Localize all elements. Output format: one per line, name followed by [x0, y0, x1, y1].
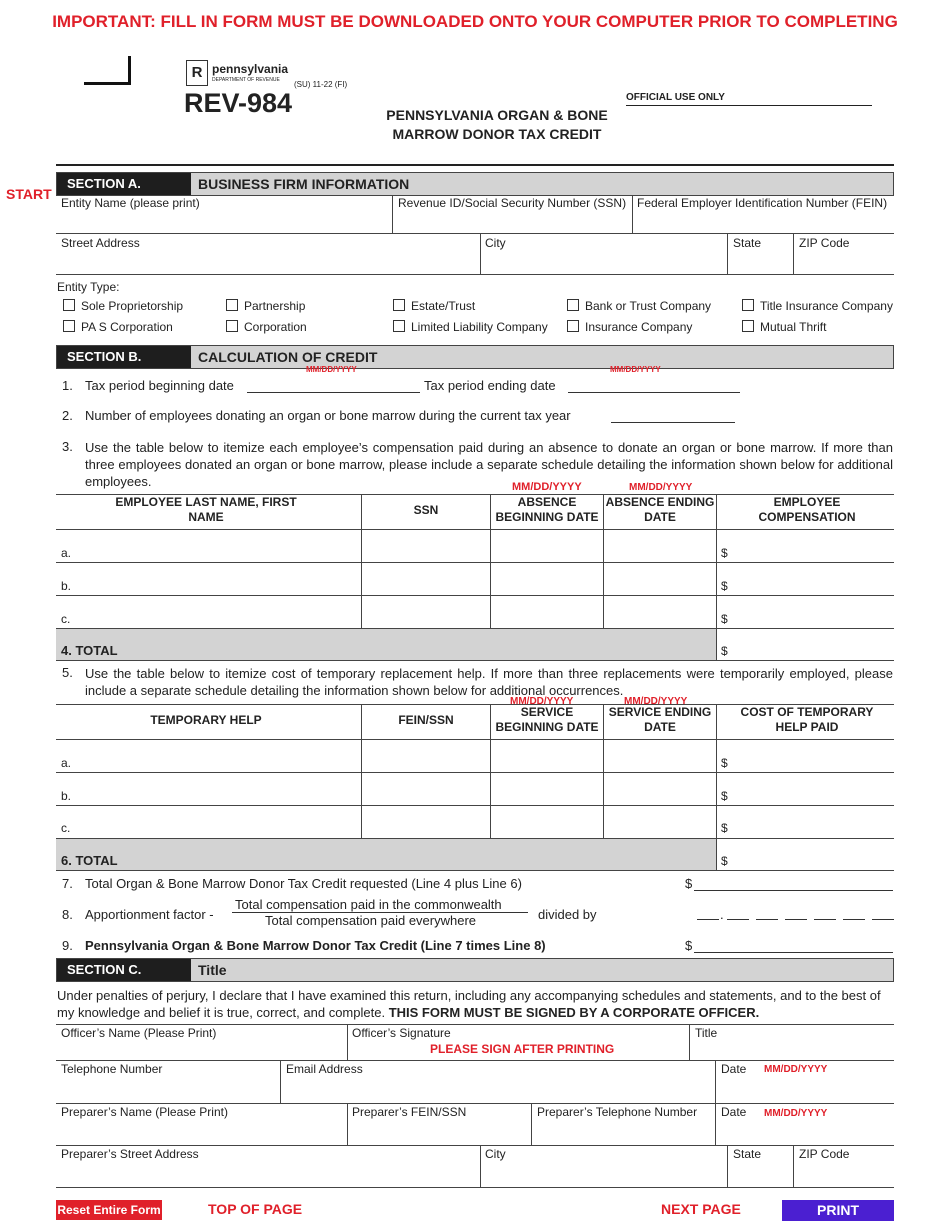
preparer-date-field[interactable] [721, 1105, 746, 1119]
line-9-number: 9. [62, 938, 73, 953]
checkbox-title-insurance[interactable] [742, 299, 893, 313]
factor-digit-input[interactable] [785, 919, 807, 920]
divider [603, 704, 604, 838]
preparer-phone-field[interactable] [537, 1105, 711, 1143]
city-label: City [485, 236, 506, 250]
dollar-sign: $ [721, 756, 728, 770]
divider [689, 1024, 690, 1060]
col-service-begin: SERVICE BEGINNING DATE [495, 705, 599, 734]
divider [361, 494, 362, 628]
divider [361, 704, 362, 838]
dollar-sign: $ [685, 876, 693, 891]
preparer-name-label: Preparer’s Name (Please Print) [61, 1105, 228, 1119]
email-field[interactable] [286, 1062, 710, 1100]
preparer-name-field[interactable] [61, 1105, 343, 1143]
print-button[interactable]: PRINT [782, 1200, 894, 1221]
line-8-label: Apportionment factor - [85, 907, 214, 922]
factor-digit-input[interactable] [843, 919, 865, 920]
row-label: c. [61, 612, 71, 626]
checkbox-label: Partnership [244, 299, 306, 313]
line-7-input[interactable] [694, 890, 893, 891]
section-c-title: Title [198, 962, 227, 978]
date-label: Date [721, 1062, 747, 1076]
sign-after-printing-note: PLEASE SIGN AFTER PRINTING [430, 1042, 615, 1056]
col-ssn: SSN [413, 503, 439, 517]
checkbox-box[interactable] [63, 299, 75, 311]
divider [347, 1024, 348, 1060]
revenue-id-field[interactable] [398, 196, 630, 232]
corner-mark [84, 56, 131, 85]
line-8-denominator: Total compensation paid everywhere [265, 913, 477, 928]
top-of-page-button[interactable]: TOP OF PAGE [208, 1201, 303, 1217]
preparer-state-field[interactable] [733, 1147, 788, 1185]
state-label: State [733, 1147, 762, 1161]
divider [480, 1145, 481, 1187]
divider [603, 494, 604, 628]
checkbox-box[interactable] [742, 299, 754, 311]
divider [56, 772, 894, 773]
divider [56, 1024, 894, 1025]
telephone-label: Telephone Number [61, 1062, 163, 1076]
official-use-only: OFFICIAL USE ONLY [626, 92, 872, 106]
checkbox-label: Sole Proprietorship [81, 299, 184, 313]
decimal-point: . [720, 907, 724, 922]
divider [56, 739, 894, 740]
checkbox-label: Corporation [244, 320, 307, 334]
checkbox-box[interactable] [742, 320, 754, 332]
divider [716, 494, 717, 660]
col-absence-begin: ABSENCE BEGINNING DATE [495, 495, 599, 524]
divider [280, 1060, 281, 1103]
section-b-header [56, 345, 894, 369]
divider [56, 1103, 894, 1104]
factor-digit-input[interactable] [727, 919, 749, 920]
line-8-divided-by: divided by [538, 907, 597, 922]
city-label: City [485, 1147, 506, 1161]
total-6-label: 6. TOTAL [61, 853, 118, 868]
dollar-sign: $ [721, 612, 728, 626]
line-1-label: Tax period beginning date [85, 378, 234, 393]
divider [715, 1103, 716, 1145]
title-field[interactable] [695, 1026, 890, 1058]
state-name: pennsylvania [212, 62, 289, 76]
dollar-sign: $ [721, 546, 728, 560]
email-label: Email Address [286, 1062, 363, 1076]
officer-signature-label: Officer’s Signature [352, 1026, 451, 1040]
row-label: b. [61, 789, 72, 803]
checkbox-mutual-thrift[interactable] [742, 320, 826, 334]
line-7-number: 7. [62, 876, 73, 891]
preparer-zip-field[interactable] [799, 1147, 893, 1185]
fein-label: Federal Employer Identification Number (FEIN) [637, 196, 888, 210]
section-b-label: SECTION B. [57, 346, 191, 368]
title-label: Title [695, 1026, 718, 1040]
dollar-sign: $ [721, 644, 728, 658]
divider [56, 562, 894, 563]
pa-keystone-logo: R [186, 60, 208, 86]
divider [56, 805, 894, 806]
checkbox-box[interactable] [393, 320, 405, 332]
line-9-input[interactable] [694, 952, 893, 953]
checkbox-box[interactable] [567, 299, 579, 311]
divider [56, 233, 894, 234]
employee-count-input[interactable] [611, 422, 735, 423]
download-warning-banner: IMPORTANT: FILL IN FORM MUST BE DOWNLOADED ONTO YOUR COMPUTER PRIOR TO COMPLETING [52, 12, 898, 31]
divider [56, 660, 894, 661]
date-label: Date [721, 1105, 747, 1119]
entity-name-field[interactable] [61, 196, 386, 232]
checkbox-label: Mutual Thrift [760, 320, 827, 334]
preparer-city-field[interactable] [485, 1147, 723, 1185]
factor-digit-input[interactable] [872, 919, 894, 920]
divider [490, 704, 491, 838]
divider [727, 234, 728, 274]
officer-date-field[interactable] [721, 1062, 746, 1076]
signature-requirement: THIS FORM MUST BE SIGNED BY A CORPORATE OFFICER. [388, 1005, 760, 1020]
divider [56, 1060, 894, 1061]
divider [56, 529, 894, 530]
zip-label: ZIP Code [799, 236, 850, 250]
checkbox-box[interactable] [226, 299, 238, 311]
divider [56, 274, 894, 275]
factor-digit-input[interactable] [756, 919, 778, 920]
col-temporary-help: TEMPORARY HELP [150, 713, 262, 727]
date-format-hint: MM/DD/YYYY [629, 482, 693, 493]
state-label: State [733, 236, 762, 250]
divider [56, 595, 894, 596]
start-marker: START [6, 186, 52, 202]
checkbox-label: Title Insurance Company [760, 299, 893, 313]
checkbox-label: Insurance Company [585, 320, 693, 334]
zip-label: ZIP Code [799, 1147, 850, 1161]
line-5-text: Use the table below to itemize cost of temporary replacement help. If more than three replacements were temporarily employed, please include a separate schedule detailing the information shown below for additional occurrences. [85, 666, 893, 698]
checkbox-box[interactable] [393, 299, 405, 311]
entity-name-label: Entity Name (please print) [61, 196, 200, 210]
date-format-hint: MM/DD/YYYY [764, 1064, 828, 1075]
col-service-end: SERVICE ENDING DATE [608, 705, 712, 734]
row-label: a. [61, 546, 72, 560]
divider [56, 1145, 894, 1146]
date-format-hint: MM/DD/YYYY [510, 696, 574, 707]
checkbox-insurance-company[interactable] [567, 320, 692, 334]
line-9-label: Pennsylvania Organ & Bone Marrow Donor Tax Credit (Line 7 times Line 8) [85, 938, 546, 953]
checkbox-label: Bank or Trust Company [585, 299, 712, 313]
section-c-label: SECTION C. [57, 959, 191, 981]
col-absence-end: ABSENCE ENDING DATE [605, 495, 715, 524]
checkbox-pa-s-corporation[interactable] [63, 320, 173, 334]
line-7-label: Total Organ & Bone Marrow Donor Tax Credit requested (Line 4 plus Line 6) [85, 876, 522, 891]
revenue-id-label: Revenue ID/Social Security Number (SSN) [398, 196, 627, 210]
line-5-number: 5. [62, 665, 73, 680]
preparer-fein-field[interactable] [352, 1105, 527, 1143]
fein-field[interactable] [637, 196, 893, 232]
date-format-hint: MM/DD/YYYY [610, 365, 661, 374]
checkbox-box[interactable] [226, 320, 238, 332]
dollar-sign: $ [721, 789, 728, 803]
divider [793, 234, 794, 274]
state-field[interactable] [733, 236, 788, 272]
divider [347, 1103, 348, 1145]
divider [56, 1187, 894, 1188]
dollar-sign: $ [685, 938, 693, 953]
checkbox-estate-trust[interactable] [393, 299, 475, 313]
checkbox-box[interactable] [567, 320, 579, 332]
row-label: c. [61, 821, 71, 835]
dollar-sign: $ [721, 821, 728, 835]
dept-name: DEPARTMENT OF REVENUE [212, 77, 280, 83]
date-format-hint: MM/DD/YYYY [512, 481, 582, 493]
date-format-hint: MM/DD/YYYY [624, 696, 688, 707]
line-2-label: Number of employees donating an organ or bone marrow during the current tax year [85, 408, 571, 423]
line-2-number: 2. [62, 408, 73, 423]
line-1-end-label: Tax period ending date [424, 378, 556, 393]
total-4-label: 4. TOTAL [61, 643, 118, 658]
zip-field[interactable] [799, 236, 893, 272]
factor-digit-input[interactable] [814, 919, 836, 920]
city-field[interactable] [485, 236, 723, 272]
total-4-row [56, 629, 716, 660]
section-c-header [56, 958, 894, 982]
line-8-numerator: Total compensation paid in the commonwealth [235, 897, 502, 912]
divider [793, 1145, 794, 1187]
divider [716, 704, 717, 870]
tax-period-begin-input[interactable] [247, 392, 420, 393]
checkbox-label: Limited Liability Company [411, 320, 548, 334]
section-a-header [56, 172, 894, 196]
line-1-number: 1. [62, 378, 73, 393]
header-divider [56, 164, 894, 166]
divider [715, 1060, 716, 1103]
form-number: REV-984 [184, 88, 293, 118]
street-address-label: Street Address [61, 236, 140, 250]
total-6-row [56, 839, 716, 870]
divider [727, 1145, 728, 1187]
col-fein-ssn: FEIN/SSN [398, 713, 454, 727]
divider [632, 195, 633, 233]
divider [56, 870, 894, 871]
officer-name-field[interactable] [61, 1026, 341, 1058]
divider [392, 195, 393, 233]
next-page-button[interactable]: NEXT PAGE [661, 1201, 741, 1217]
entity-type-label: Entity Type: [57, 280, 120, 294]
line-3-number: 3. [62, 439, 73, 454]
street-address-field[interactable] [61, 236, 476, 272]
certification-statement: Under penalties of perjury, I declare that I have examined this return, including any accompanying schedules and statements, and to the best of my knowledge and belief it is true, correct, and complete. [57, 988, 881, 1020]
divider [490, 494, 491, 628]
form-revision: (SU) 11-22 (FI) [294, 80, 348, 89]
section-b-title: CALCULATION OF CREDIT [198, 349, 378, 365]
checkbox-box[interactable] [63, 320, 75, 332]
tax-period-end-input[interactable] [568, 392, 740, 393]
dollar-sign: $ [721, 579, 728, 593]
line-3-text: Use the table below to itemize each employee’s compensation paid during an absence to donate an organ or bone marrow. If more than three employees donated an organ or bone marrow, please include a separate schedule detailing the information shown below for additional employees. [85, 440, 893, 489]
form-title: PENNSYLVANIA ORGAN & BONE MARROW DONOR TAX CREDIT [386, 107, 608, 142]
preparer-street-label: Preparer’s Street Address [61, 1147, 199, 1161]
row-label: a. [61, 756, 72, 770]
date-format-hint: MM/DD/YYYY [306, 365, 357, 374]
checkbox-partnership[interactable] [226, 299, 305, 313]
certification-text [57, 987, 893, 1021]
dollar-sign: $ [721, 854, 728, 868]
date-format-hint: MM/DD/YYYY [764, 1108, 828, 1119]
checkbox-corporation[interactable] [226, 320, 307, 334]
checkbox-label: Estate/Trust [411, 299, 476, 313]
checkbox-bank-trust[interactable] [567, 299, 711, 313]
officer-name-label: Officer’s Name (Please Print) [61, 1026, 217, 1040]
col-employee-name: EMPLOYEE LAST NAME, FIRST NAME [115, 495, 297, 524]
divider [480, 234, 481, 274]
telephone-field[interactable] [61, 1062, 276, 1100]
col-employee-comp: EMPLOYEE COMPENSATION [758, 495, 856, 524]
line-8-number: 8. [62, 907, 73, 922]
col-cost-temp-help: COST OF TEMPORARY HELP PAID [740, 705, 874, 734]
divider [531, 1103, 532, 1145]
reset-form-button[interactable]: Reset Entire Form [56, 1200, 162, 1220]
checkbox-llc[interactable] [393, 320, 548, 334]
preparer-fein-label: Preparer’s FEIN/SSN [352, 1105, 467, 1119]
preparer-phone-label: Preparer’s Telephone Number [537, 1105, 698, 1119]
checkbox-sole-proprietorship[interactable] [63, 299, 183, 313]
section-a-label: SECTION A. [57, 173, 191, 195]
factor-digit-input[interactable] [697, 919, 719, 920]
checkbox-label: PA S Corporation [81, 320, 173, 334]
section-a-title: BUSINESS FIRM INFORMATION [198, 176, 410, 192]
row-label: b. [61, 579, 72, 593]
preparer-street-field[interactable] [61, 1147, 476, 1185]
